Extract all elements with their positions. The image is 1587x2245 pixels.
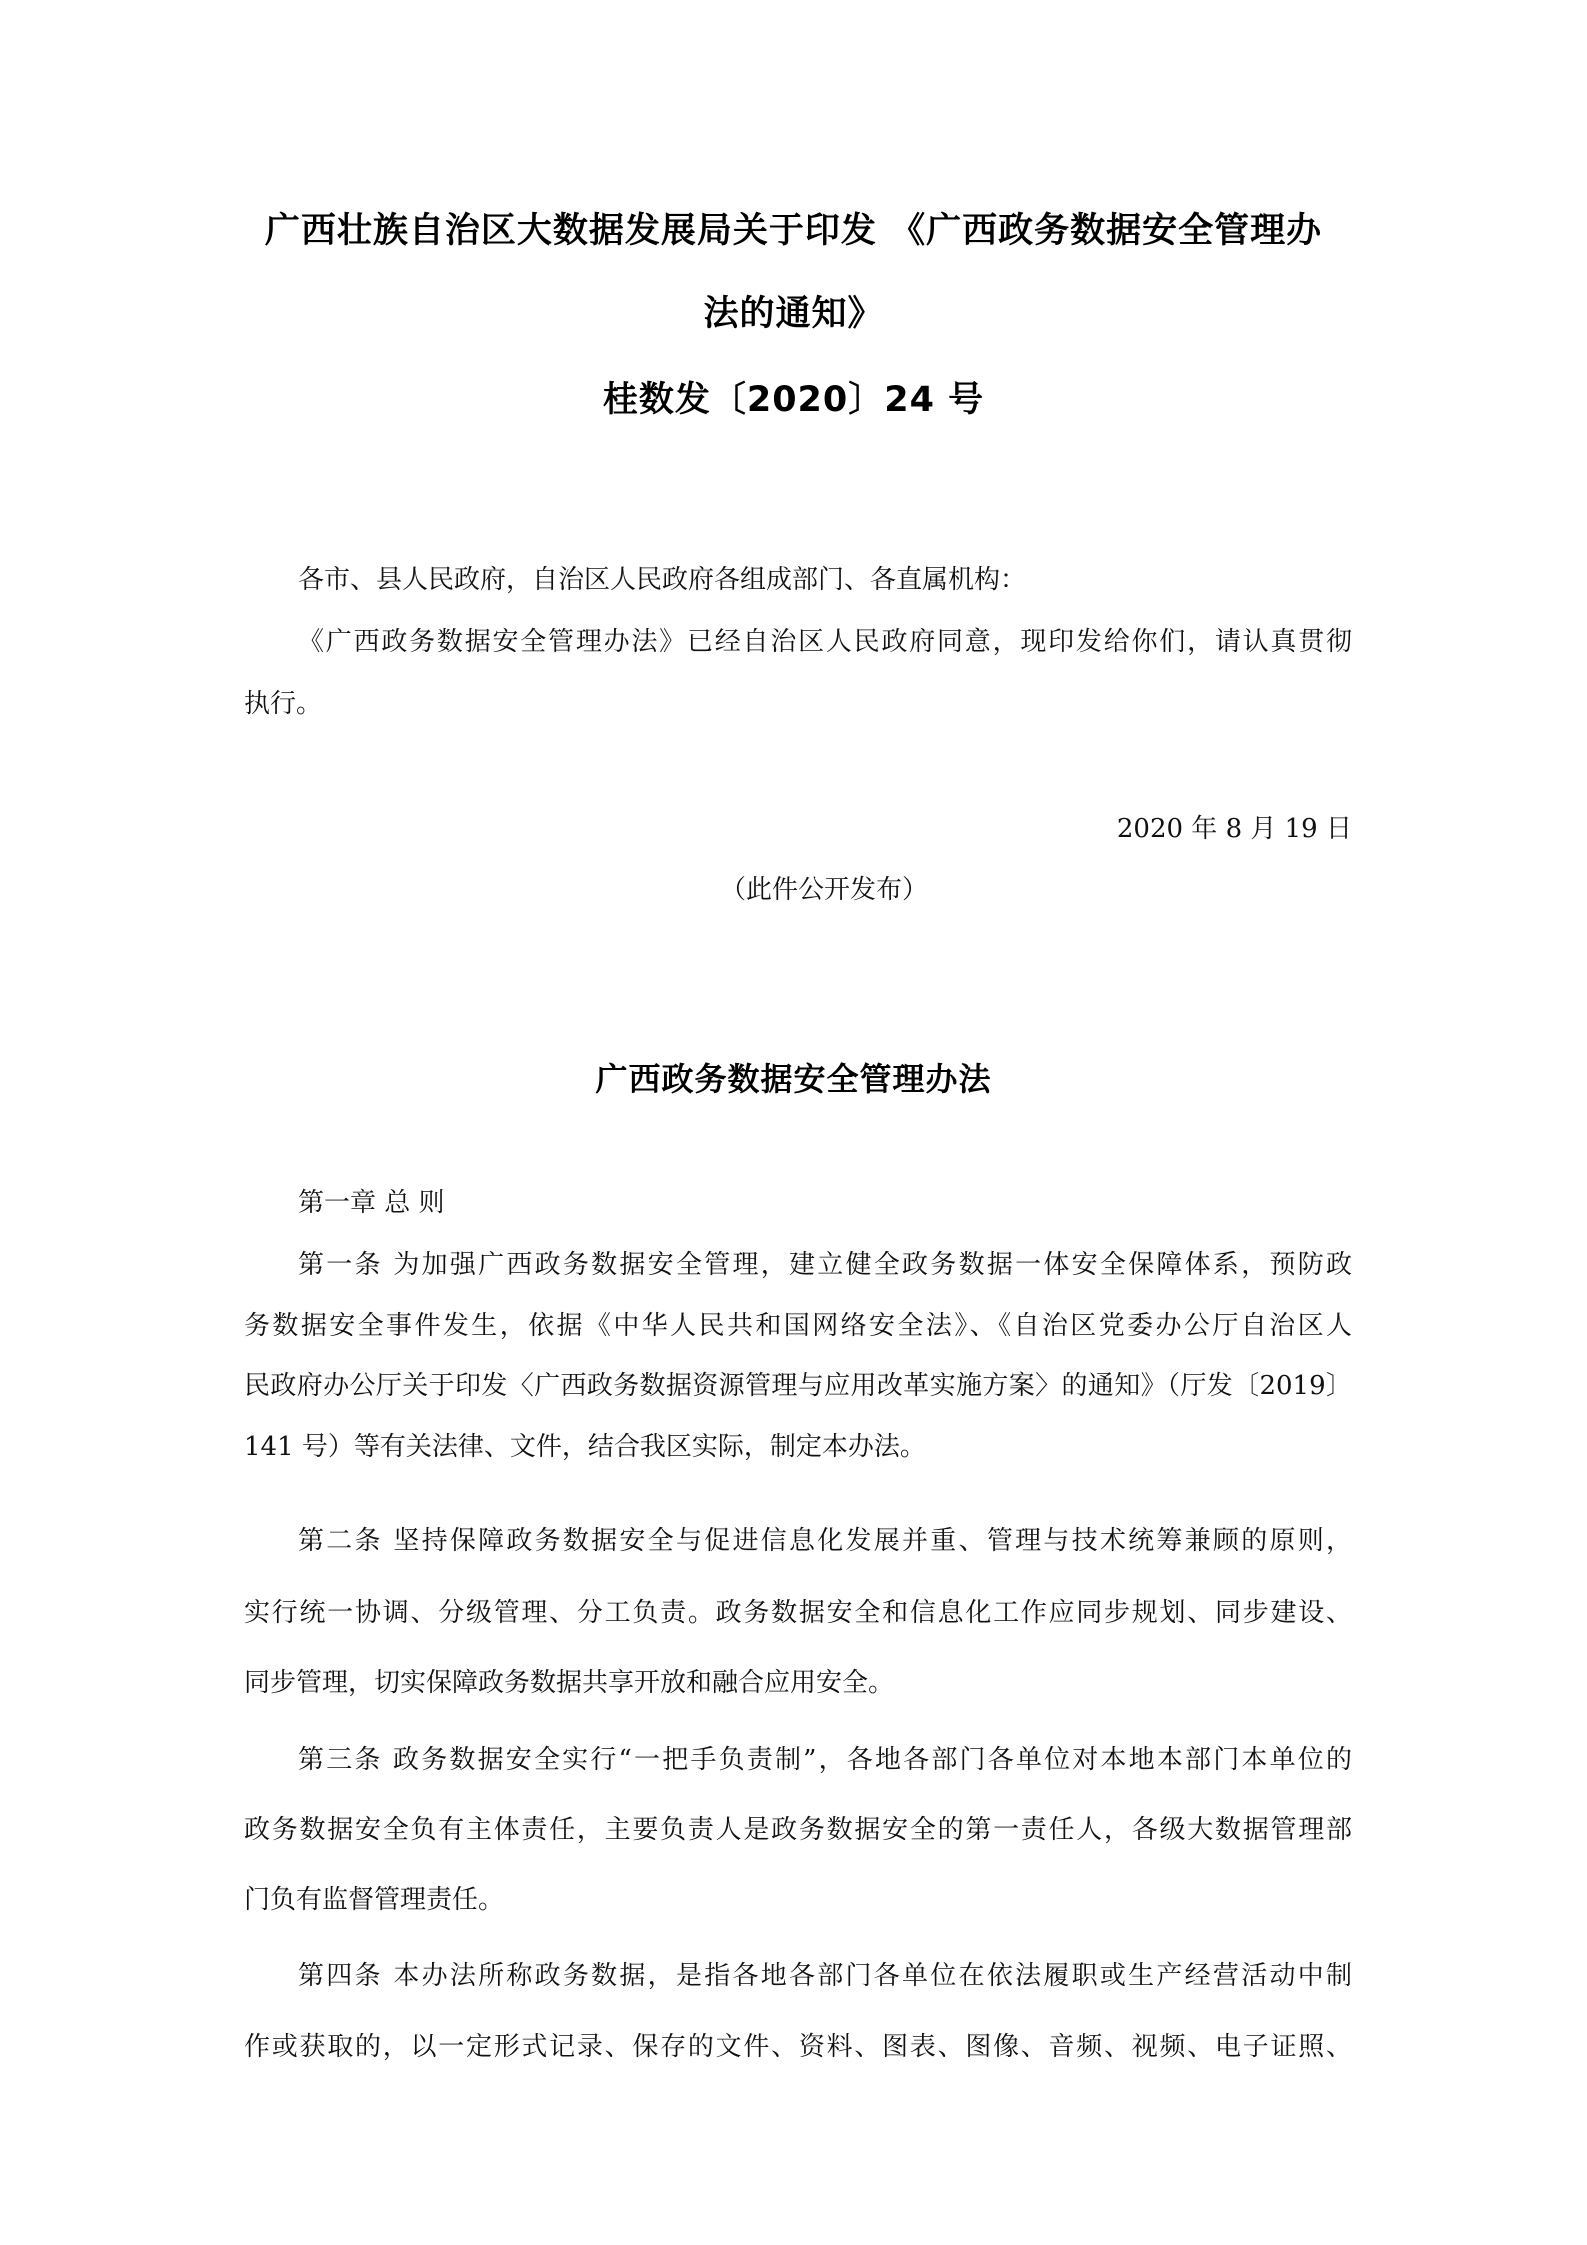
article-1-line-1: 第一条 为加强广西政务数据安全管理，建立健全政务数据一体安全保障体系，预防政: [298, 1250, 1352, 1280]
article-4-line-1: 第四条 本办法所称政务数据，是指各地各部门各单位在依法履职或生产经营活动中制: [298, 1961, 1352, 1991]
article-2-line-3: 同步管理，切实保障政务数据共享开放和融合应用安全。: [244, 1668, 895, 1698]
article-4-line-2: 作或获取的，以一定形式记录、保存的文件、资料、图表、图像、音频、视频、电子证照、: [244, 2032, 1352, 2062]
article-1-line-3: 民政府办公厅关于印发〈广西政务数据资源管理与应用改革实施方案〉的通知》（厅发〔2019〕: [244, 1371, 1352, 1401]
article-1-line-2: 务数据安全事件发生，依据《中华人民共和国网络安全法》、《自治区党委办公厅自治区人: [244, 1311, 1352, 1341]
publication-note: （此件公开发布）: [720, 875, 929, 905]
notice-body-line-2: 执行。: [244, 689, 323, 719]
notice-title-line-1: 广西壮族自治区大数据发展局关于印发 《广西政务数据安全管理办: [264, 211, 1323, 251]
notice-title-line-2: 法的通知》: [703, 294, 884, 334]
article-2-line-2: 实行统一协调、分级管理、分工负责。政务数据安全和信息化工作应同步规划、同步建设、: [244, 1598, 1352, 1628]
article-3-line-1: 第三条 政务数据安全实行“一把手负责制”，各地各部门各单位对本地本部门本单位的: [298, 1745, 1352, 1775]
addressee: 各市、县人民政府，自治区人民政府各组成部门、各直属机构：: [298, 565, 1027, 595]
regulation-title: 广西政务数据安全管理办法: [595, 1060, 992, 1098]
chapter-heading: 第一章 总 则: [298, 1188, 445, 1218]
article-3-line-2: 政务数据安全负有主体责任，主要负责人是政务数据安全的第一责任人，各级大数据管理部: [244, 1815, 1352, 1845]
issue-date: 2020 年 8 月 19 日: [1116, 814, 1352, 844]
article-1-line-4: 141 号）等有关法律、文件，结合我区实际，制定本办法。: [244, 1432, 926, 1462]
article-3-line-3: 门负有监督管理责任。: [244, 1885, 505, 1915]
article-2-line-1: 第二条 坚持保障政务数据安全与促进信息化发展并重、管理与技术统筹兼顾的原则，: [298, 1526, 1352, 1556]
notice-body-line-1: 《广西政务数据安全管理办法》已经自治区人民政府同意，现印发给你们，请认真贯彻: [298, 627, 1352, 657]
document-number: 桂数发〔2020〕24 号: [602, 380, 985, 420]
